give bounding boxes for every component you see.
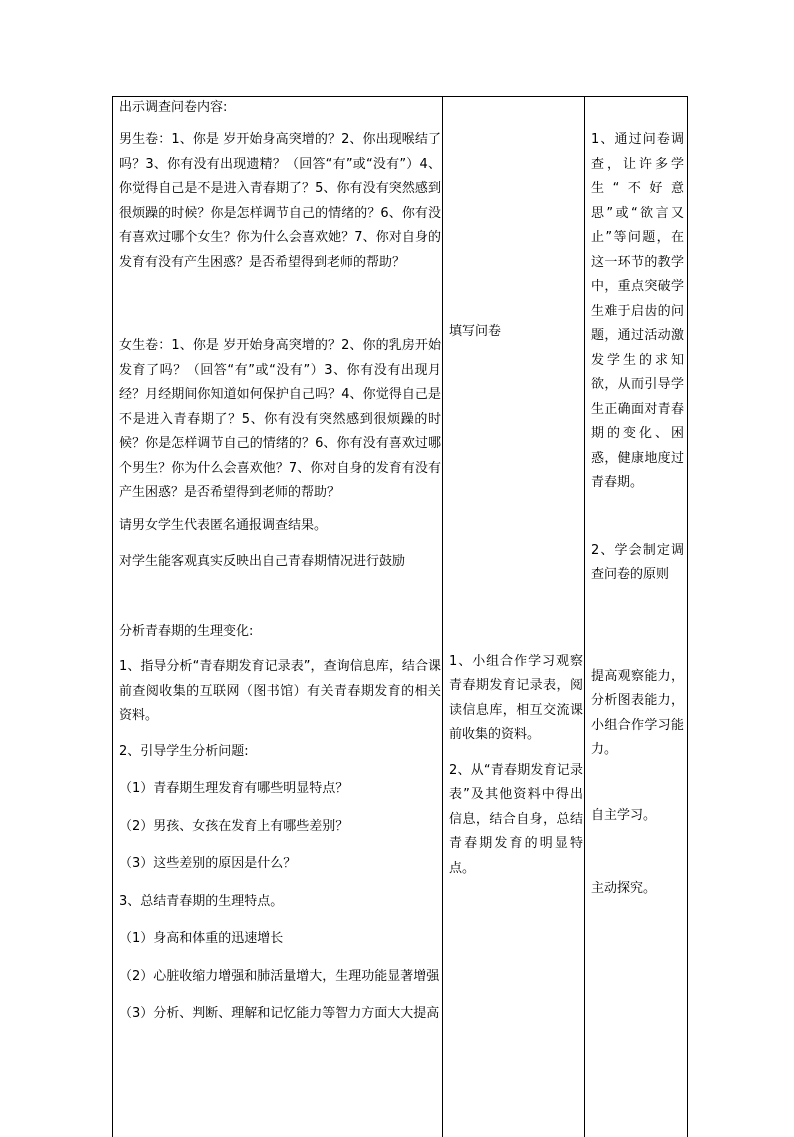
question-2: （2）男孩、女孩在发育上有哪些差别？ <box>119 818 349 834</box>
guide-step-3: 3、总结青春期的生理特点。 <box>119 893 284 909</box>
table-divider-1 <box>442 97 443 1137</box>
teacher-activity-column <box>119 97 441 1027</box>
student-activity-2: 2、从“青春期发育记录表”及其他资料中得出信息，结合自身，总结青春期发育的明显特点。 <box>449 762 583 876</box>
guide-step-2: 2、引导学生分析问题: <box>119 743 249 759</box>
design-intent-column <box>591 97 684 902</box>
question-1: （1）青春期生理发育有哪些明显特点？ <box>119 781 349 796</box>
design-intent-5: 主动探究。 <box>591 881 657 896</box>
design-intent-4: 自主学习。 <box>591 807 657 823</box>
guide-step-1: 1、指导分析“青春期发育记录表”，查询信息库，结合课前查阅收集的互联网（图书馆）有关青春期发育的相关资料。 <box>119 659 441 723</box>
feature-3: （3）分析、判断、理解和记忆能力等智力方面大大提高 <box>119 1006 440 1021</box>
question-3: （3）这些差别的原因是什么？ <box>119 856 297 871</box>
student-activity-1: 1、小组合作学习观察青春期发育记录表，阅读信息库，相互交流课前收集的资料。 <box>449 653 583 742</box>
feature-1: （1）身高和体重的迅速增长 <box>119 931 284 946</box>
design-intent-2: 2、学会制定调查问卷的原则 <box>591 542 684 582</box>
table-divider-2 <box>584 97 585 1137</box>
report-results: 请男女学生代表匿名通报调查结果。 <box>119 517 328 533</box>
table-border-right <box>687 97 688 1137</box>
fill-survey: 填写问卷 <box>449 324 502 339</box>
table-border-left <box>112 97 113 1137</box>
design-intent-3: 提高观察能力，分析图表能力，小组合作学习能力。 <box>591 668 684 757</box>
lesson-table <box>112 96 688 1137</box>
design-intent-1: 1、通过问卷调查，让许多学生“不好意思”或“欲言又止”等问题，在这一环节的教学中，重点突破学生难于启齿的问题，通过活动激发学生的求知欲，从而引导学生正确面对青春期的变化、困惑，健康地度过青春期。 <box>591 132 684 490</box>
analysis-title: 分析青春期的生理变化: <box>119 623 254 639</box>
feature-2: （2）心脏收缩力增强和肺活量增大，生理功能显著增强 <box>119 968 440 984</box>
encourage-students: 对学生能客观真实反映出自己青春期情况进行鼓励 <box>119 554 406 569</box>
survey-intro: 出示调查问卷内容: <box>119 100 228 115</box>
girls-survey: 女生卷：1、你是 岁开始身高突增的？2、你的乳房开始发育了吗？（回答“有”或“没有”）3、你有没有出现月经？月经期间你知道如何保护自己吗？4、你觉得自己是不是进入青春期了？5、你有没有突然感到很烦躁的时候？你是怎样调节自己的情绪的？6、你有没有喜欢过哪个男生？你为什么会喜欢他？7、你对自身的发育有没有产生困惑？是否希望得到老师的帮助？ <box>119 338 441 500</box>
boys-survey: 男生卷：1、你是 岁开始身高突增的？2、你出现喉结了吗？3、你有没有出现遗精？（回答“有”或“没有”）4、你觉得自己是不是进入青春期了？5、你有没有突然感到很烦躁的时候？你是怎样调节自己的情绪的？6、你有没有喜欢过哪个女生？你为什么会喜欢她？7、你对自身的发育有没有产生困惑？是否希望得到老师的帮助？ <box>119 132 441 270</box>
student-activity-column <box>449 97 583 881</box>
